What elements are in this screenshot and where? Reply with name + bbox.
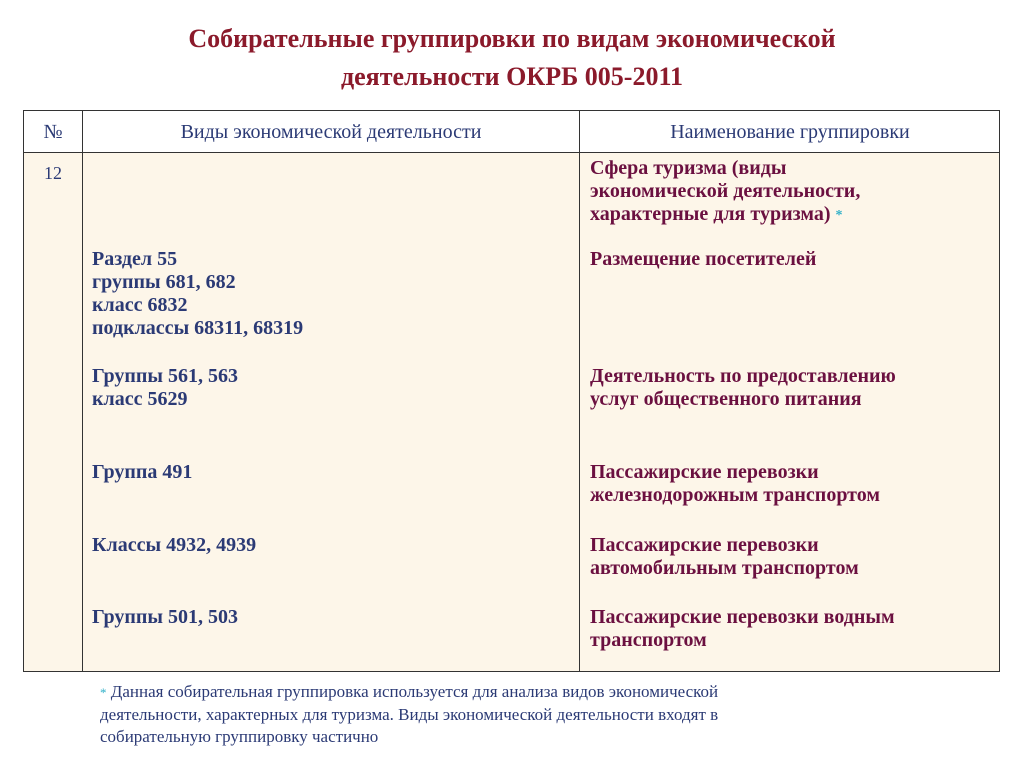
grouping-name: [590, 248, 816, 271]
intro-line-3: [590, 203, 860, 227]
name-line: Пассажирские перевозки: [590, 461, 819, 483]
activity-codes: [92, 606, 238, 629]
column-divider: [82, 111, 83, 671]
code-line: класс 6832: [92, 294, 188, 316]
grouping-name: [590, 606, 895, 652]
intro-line-3-text: характерные для туризма): [590, 203, 831, 225]
activity-codes: [92, 461, 192, 484]
header-number: №: [43, 120, 63, 143]
grouping-name: [590, 365, 896, 411]
name-line: автомобильным транспортом: [590, 557, 859, 579]
title-line-2: деятельности ОКРБ 005-2011: [340, 62, 684, 91]
code-line: Группы 501, 503: [92, 606, 238, 628]
intro-line-1: Сфера туризма (виды: [590, 157, 787, 179]
asterisk-marker: *: [835, 207, 843, 223]
footnote: [100, 681, 920, 748]
code-line: класс 5629: [92, 388, 188, 410]
footnote-line-2: деятельности, характерных для туризма. Виды экономической деятельности входят в: [100, 705, 719, 724]
footnote-text: Данная собирательная группировка используется для анализа видов экономической: [110, 682, 719, 701]
name-line: транспортом: [590, 629, 707, 651]
name-line: Пассажирские перевозки водным: [590, 606, 895, 628]
footnote-line-3: собирательную группировку частично: [100, 727, 379, 746]
name-line: Деятельность по предоставлению: [590, 365, 896, 387]
grouping-table: [23, 110, 1000, 672]
name-line: железнодорожным транспортом: [590, 484, 880, 506]
intro-line-2: экономической деятельности,: [590, 180, 861, 202]
activity-codes: [92, 365, 238, 411]
activity-codes: [92, 534, 256, 557]
grouping-name: [590, 461, 880, 507]
footnote-line-1: [100, 681, 920, 704]
header-grouping: Наименование группировки: [670, 120, 910, 143]
activity-codes: [92, 248, 303, 340]
name-line: Пассажирские перевозки: [590, 534, 819, 556]
name-line: Размещение посетителей: [590, 248, 817, 270]
page-title: [0, 20, 1024, 96]
code-line: Группа 491: [92, 461, 193, 483]
asterisk-marker: *: [100, 685, 107, 700]
intro-text: [590, 157, 860, 227]
grouping-name: [590, 534, 859, 580]
name-line: услуг общественного питания: [590, 388, 862, 410]
header-activities: Виды экономической деятельности: [180, 120, 482, 143]
code-line: группы 681, 682: [92, 271, 236, 293]
title-line-1: Собирательные группировки по видам экономической: [188, 24, 836, 53]
table-header: [24, 111, 999, 153]
code-line: Раздел 55: [92, 248, 178, 270]
code-line: Группы 561, 563: [92, 365, 238, 387]
row-number: 12: [44, 163, 62, 183]
code-line: Классы 4932, 4939: [92, 534, 257, 556]
column-divider: [579, 111, 580, 671]
code-line: подклассы 68311, 68319: [92, 317, 304, 339]
